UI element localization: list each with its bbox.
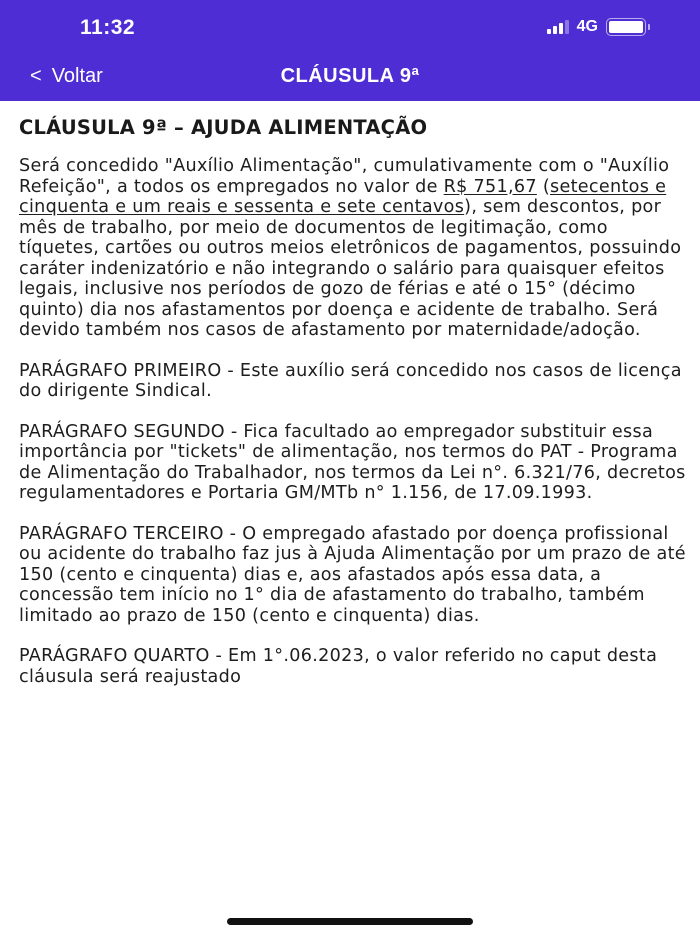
signal-strength-icon xyxy=(547,20,569,34)
paragraph-segundo: PARÁGRAFO SEGUNDO - Fica facultado ao empregador substituir essa importância por "tickets" de alimentação, nos termos do PAT - Programa de Alimentação do Trabalhador, nos termos da Lei n°. 6.321/76, decretos regulamentadores e Portaria GM/MTb n° 1.156, de 17.09.1993. xyxy=(19,421,686,503)
navigation-bar xyxy=(0,56,700,101)
status-time: 11:32 xyxy=(80,16,136,39)
home-indicator[interactable] xyxy=(227,918,473,925)
paragraph-quarto: PARÁGRAFO QUARTO - Em 1°.06.2023, o valor referido no caput desta cláusula será reajustado xyxy=(19,646,658,687)
app-header xyxy=(0,0,700,101)
status-indicators xyxy=(547,18,646,36)
caput-text-start: Será concedido "Auxílio Alimentação", cumulativamente com o "Auxílio Refeição", a todos os empregados no valor de xyxy=(19,156,670,197)
paragraph-terceiro: PARÁGRAFO TERCEIRO - O empregado afastado por doença profissional ou acidente do trabalho faz jus à Ajuda Alimentação por um prazo de até 150 (cento e cinquenta) dias e, aos afastados após essa data, a concessão tem início no 1° dia de afastamento do trabalho, também limitado ao prazo de 150 (cento e cinquenta) dias. xyxy=(19,523,686,626)
chevron-left-icon: < xyxy=(30,65,42,87)
document-title: CLÁUSULA 9ª – AJUDA ALIMENTAÇÃO xyxy=(19,116,428,139)
value-written: setecentos e cinquenta e um reais e sessenta e sete centavos xyxy=(19,176,667,217)
battery-full-icon xyxy=(606,18,646,36)
document-content xyxy=(19,112,689,707)
value-amount: R$ 751,67 xyxy=(443,176,537,197)
back-button-label: Voltar xyxy=(51,65,103,87)
caput-paragraph xyxy=(19,156,689,341)
network-type: 4G xyxy=(576,18,598,35)
page-title: CLÁUSULA 9ª xyxy=(280,65,420,87)
paren-open: ( xyxy=(542,176,550,197)
caput-text-end: ), sem descontos, por mês de trabalho, por meio de documentos de legitimação, como tíquetes, cartões ou outros meios eletrônicos de pagamentos, possuindo caráter indenizatório e não integrando o salário para quaisquer efeitos legais, inclusive nos períodos de gozo de férias e até o 15° (décimo quinto) dia nos afastamentos por doença e acidente de trabalho. Será devido também nos casos de afastamento por maternidade/adoção. xyxy=(19,197,682,340)
paragraph-primeiro: PARÁGRAFO PRIMEIRO - Este auxílio será concedido nos casos de licença do dirigente Sindical. xyxy=(19,360,682,401)
status-bar xyxy=(0,0,700,56)
